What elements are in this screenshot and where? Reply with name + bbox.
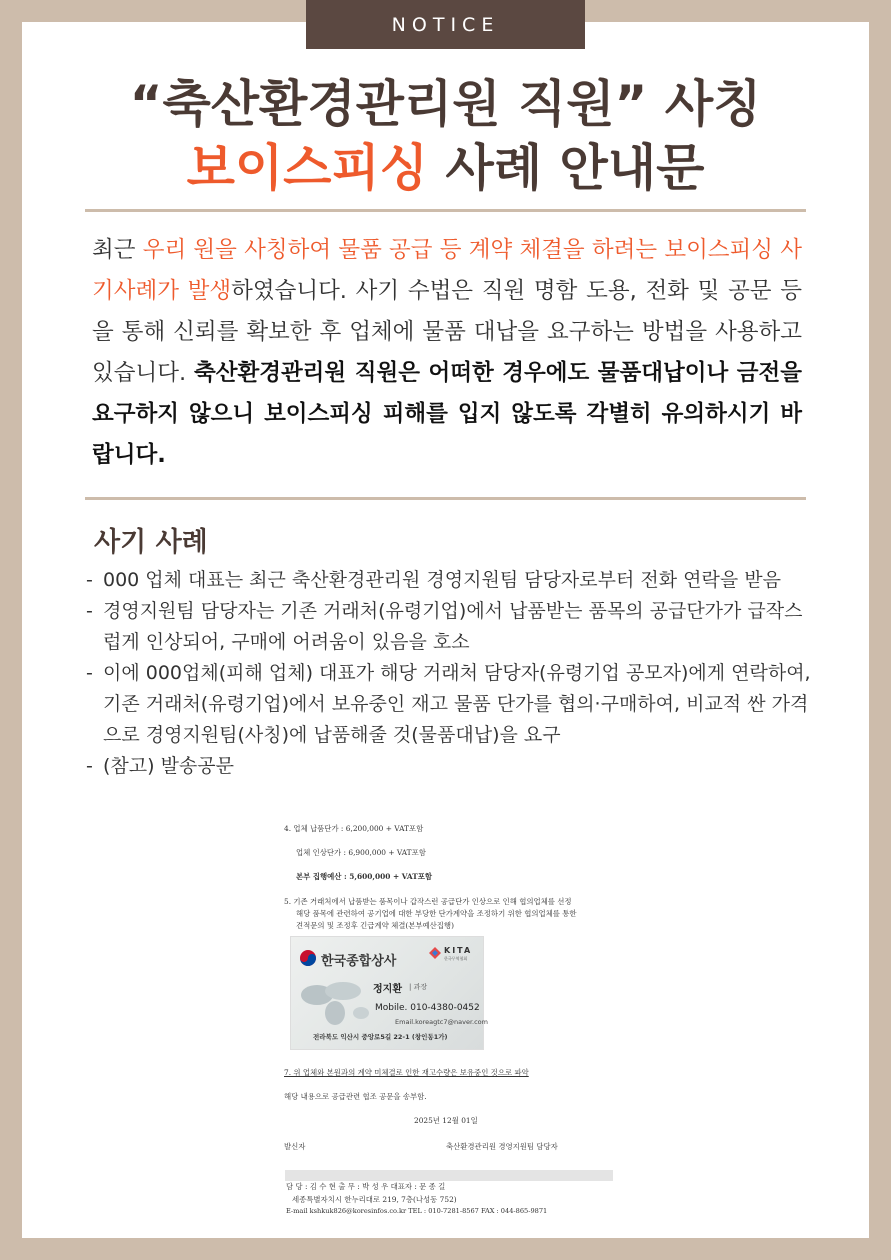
doc-line: 견적문의 및 조정후 긴급계약 체결(본부예산집행) — [296, 921, 454, 930]
doc-date: 2025년 12월 01일 — [414, 1116, 478, 1125]
list-dash: - — [86, 755, 93, 777]
section-title: 사기 사례 — [94, 527, 208, 558]
kita-logo-icon — [429, 947, 441, 959]
intro-lead: 최근 — [92, 237, 143, 263]
card-company: 한국종합상사 — [321, 954, 397, 969]
list-dash: - — [86, 600, 93, 622]
notice-label: NOTICE — [306, 0, 585, 49]
world-map-icon — [295, 973, 375, 1029]
doc-line: 업체 인상단가 : 6,900,000 + VAT포함 — [296, 848, 426, 857]
doc-staff: 담 당 : 김 수 현 출 무 : 박 성 우 대표자 : 문 종 길 — [286, 1182, 446, 1191]
case-text: (참고) 발송공문 — [103, 755, 234, 777]
card-address: 전라북도 익산시 중앙로5길 22-1 (창인동1가) — [313, 1033, 448, 1041]
card-email: Email.koreagtc7@naver.com — [395, 1018, 488, 1026]
official-letter-image — [282, 818, 612, 1223]
page-title — [0, 72, 891, 200]
doc-contact: E-mail kshkuk826@koresinfos.co.kr TEL : 010-7281-8567 FAX : 044-865-9871 — [286, 1207, 548, 1215]
divider-bottom — [85, 497, 806, 500]
doc-line: 4. 업체 납품단가 : 6,200,000 + VAT포함 — [284, 824, 424, 833]
intro-paragraph — [92, 230, 802, 476]
doc-line: 해당 내용으로 공급관련 협조 공문을 송부함. — [284, 1092, 427, 1101]
list-dash: - — [86, 662, 93, 684]
doc-sender-label: 발신자 — [284, 1142, 306, 1151]
list-item — [86, 596, 816, 658]
business-card-image — [290, 936, 488, 1050]
title-line-1: “축산환경관리원 직원” 사칭 — [129, 75, 762, 133]
taegeuk-logo-icon — [299, 949, 317, 967]
intro-accent: 우리 원을 사칭하여 물품 공급 등 계약 체결을 하려는 보이스피싱 사기사례가 발생 — [92, 237, 802, 304]
card-logo-sub: 한국무역협회 — [444, 956, 468, 961]
card-mobile: Mobile. 010-4380-0452 — [375, 1003, 480, 1013]
list-item — [86, 565, 816, 596]
case-text: 이에 000업체(피해 업체) 대표가 해당 거래처 담당자(유령기업 공모자)에게 연락하여, 기존 거래처(유령기업)에서 보유중인 재고 물품 단가를 협의·구매하여, 비교적 싼 가격으로 경영지원팀(사칭)에 납품해줄 것(물품대납)을 요구 — [103, 662, 811, 746]
card-logo: KITA — [444, 946, 473, 955]
case-text: 000 업체 대표는 최근 축산환경관리원 경영지원팀 담당자로부터 전화 연락을 받음 — [103, 569, 781, 591]
card-role: | 과장 — [409, 983, 428, 991]
divider-top — [85, 209, 806, 212]
doc-address: 세종특별자치시 한누리대로 219, 7층(나성동 752) — [292, 1195, 457, 1204]
list-dash: - — [86, 569, 93, 591]
doc-gray-bar — [285, 1170, 613, 1181]
doc-sender: 축산환경관리원 경영지원팀 담당자 — [446, 1142, 558, 1151]
doc-line: 본부 집행예산 : 5,600,000 + VAT포함 — [296, 872, 433, 881]
card-name: 정지환 — [373, 984, 402, 995]
doc-line: 해당 품목에 관련하여 공기업에 대한 부당한 단가계약을 조정하기 위한 협의업체를 통한 — [296, 909, 577, 918]
title-line-2 — [0, 136, 891, 200]
intro-strong: 축산환경관리원 직원은 어떠한 경우에도 물품대납이나 금전을 요구하지 않으니 보이스피싱 피해를 입지 않도록 각별히 유의하시기 바랍니다. — [92, 360, 803, 468]
case-text: 경영지원팀 담당자는 기존 거래처(유령기업)에서 납품받는 품목의 공급단가가 급작스럽게 인상되어, 구매에 어려움이 있음을 호소 — [103, 600, 803, 653]
case-list — [86, 565, 816, 782]
title-rest: 사례 안내문 — [428, 139, 705, 197]
list-item — [86, 751, 816, 782]
list-item — [86, 658, 816, 751]
intro-middle: 하였습니다. 사기 수법은 직원 명함 도용, 전화 및 공문 등을 통해 신뢰를 확보한 후 업체에 물품 대납을 요구하는 방법을 사용하고 있습니다. — [92, 278, 802, 386]
doc-line: 7. 위 업체와 본원과의 계약 미체결로 인한 재고수량은 보유중인 것으로 파악 — [284, 1068, 529, 1077]
doc-line: 5. 기존 거래처에서 납품받는 품목이나 갑작스런 공급단가 인상으로 인해 협의업체를 선정 — [284, 897, 572, 906]
title-accent: 보이스피싱 — [186, 139, 429, 197]
